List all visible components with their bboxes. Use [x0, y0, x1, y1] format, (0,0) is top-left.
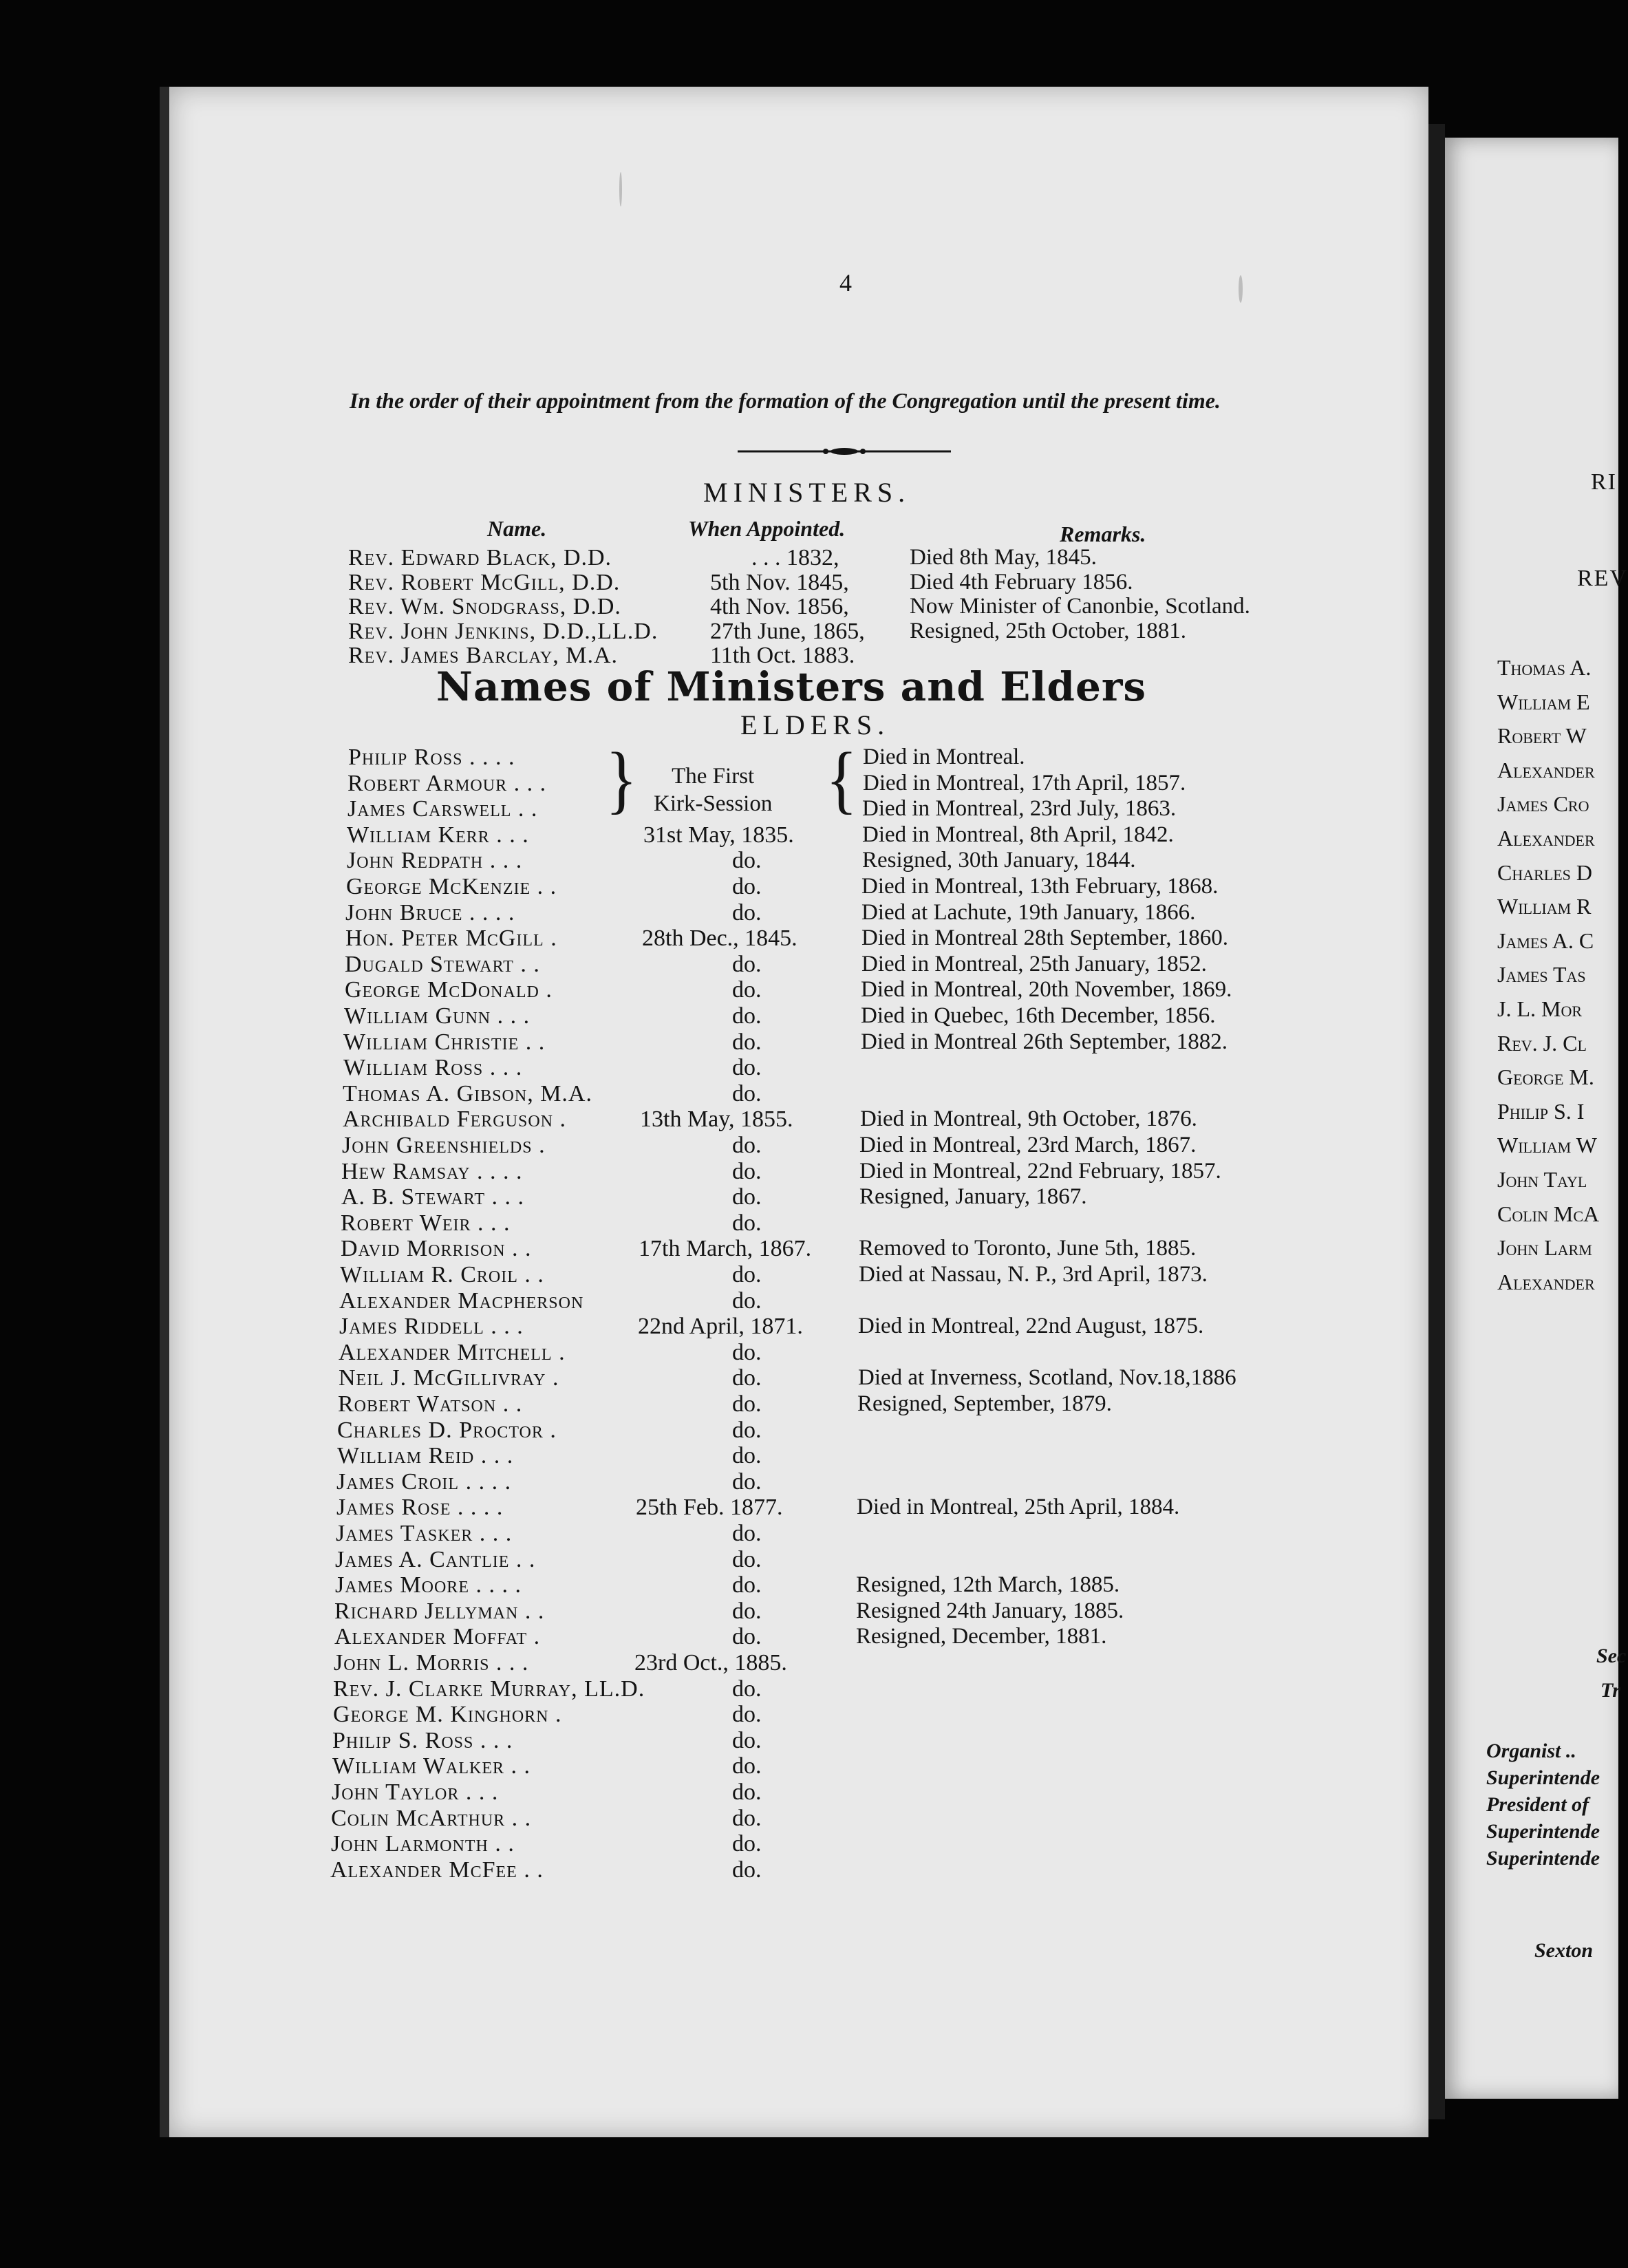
- right-page-officer: Superintende: [1486, 1847, 1600, 1870]
- elder-appointed-date: do.: [732, 1080, 762, 1106]
- elder-appointed-date: do.: [732, 1598, 762, 1624]
- elder-remarks: Died in Montreal, 17th April, 1857.: [863, 770, 1186, 795]
- elder-name: John Taylor . . .: [332, 1779, 499, 1805]
- elder-appointed-date: do.: [732, 1210, 762, 1236]
- elder-appointed-date: do.: [732, 1727, 762, 1753]
- minister-remarks: Died 8th May, 1845.: [910, 545, 1097, 570]
- right-page-side-label: Tr: [1600, 1679, 1620, 1702]
- elder-appointed-date: do.: [732, 1184, 762, 1210]
- minister-date: 4th Nov. 1856,: [710, 594, 849, 619]
- elder-name: Alexander Macpherson: [339, 1287, 584, 1314]
- right-page-name: James Cro: [1497, 791, 1589, 817]
- elder-remarks: Died in Montreal, 22nd August, 1875.: [858, 1314, 1204, 1339]
- right-page-officer: Organist ..: [1486, 1740, 1576, 1762]
- column-when-header: When Appointed.: [688, 516, 846, 541]
- elder-name: James A. Cantlie . .: [335, 1546, 536, 1572]
- elder-name: Hew Ramsay . . . .: [341, 1158, 523, 1184]
- minister-date: 5th Nov. 1845,: [710, 569, 849, 595]
- column-remarks-header: Remarks.: [1060, 522, 1146, 546]
- right-page-sexton: Sexton: [1534, 1939, 1594, 1962]
- elder-name: George McKenzie . .: [346, 874, 557, 899]
- elder-appointed-date: do.: [732, 1831, 762, 1857]
- elder-appointed-date: do.: [732, 1055, 762, 1081]
- elder-appointed-date: do.: [732, 977, 762, 1003]
- elder-remarks: Died in Quebec, 16th December, 1856.: [861, 1003, 1216, 1028]
- right-page-name: James A. C: [1497, 928, 1594, 953]
- elder-remarks: Died in Montreal, 25th April, 1884.: [857, 1495, 1180, 1520]
- elder-appointed-date: do.: [732, 1158, 762, 1184]
- elder-name: Philip Ross . . . .: [348, 745, 515, 770]
- page-subtitle: In the order of their appointment from the formation of the Congregation until the present time.: [350, 388, 1221, 413]
- elder-remarks: Resigned 24th January, 1885.: [856, 1598, 1124, 1623]
- elder-name: John Greenshields .: [342, 1133, 546, 1158]
- elder-appointed-date: do.: [732, 1391, 762, 1417]
- elder-appointed-date: do.: [732, 1417, 762, 1443]
- ornament-rule: [738, 447, 951, 456]
- elder-name: John L. Morris . . .: [334, 1650, 529, 1676]
- elder-appointed-date: do.: [732, 1546, 762, 1572]
- page-title: Names of Ministers and Elders: [436, 663, 1147, 710]
- elder-name: Alexander McFee . .: [330, 1857, 544, 1883]
- elder-name: Charles D. Proctor .: [337, 1417, 557, 1443]
- right-page-name: Charles D: [1497, 859, 1593, 885]
- scratch-mark: [1239, 275, 1243, 303]
- elder-remarks: Died in Montreal, 23rd July, 1863.: [862, 796, 1177, 822]
- elder-name: A. B. Stewart . . .: [341, 1184, 525, 1210]
- right-page-header: REV: [1577, 566, 1628, 591]
- elder-remarks: Resigned, 12th March, 1885.: [856, 1572, 1120, 1598]
- elder-appointed-date: do.: [732, 1521, 762, 1546]
- elder-appointed-date: do.: [732, 874, 762, 899]
- elder-appointed-date: do.: [732, 951, 762, 977]
- right-page-name: William W: [1497, 1133, 1597, 1158]
- scratch-mark: [619, 172, 622, 206]
- elder-appointed-date: do.: [732, 899, 762, 926]
- elder-appointed-date: do.: [732, 1805, 762, 1831]
- right-page-officer: President of: [1486, 1793, 1589, 1816]
- elder-name: David Morrison . .: [341, 1236, 532, 1262]
- elder-remarks: Died in Montreal, 13th February, 1868.: [861, 874, 1219, 899]
- elder-name: William Gunn . . .: [344, 1003, 531, 1029]
- elder-appointed-date: do.: [732, 1287, 762, 1314]
- elder-name: George M. Kinghorn .: [333, 1702, 562, 1728]
- elder-appointed-date: do.: [732, 1339, 762, 1365]
- right-page-name: Alexander: [1497, 1269, 1595, 1294]
- elder-appointed-date: do.: [732, 848, 762, 874]
- minister-name: Rev. Edward Black, D.D.: [348, 545, 612, 570]
- elder-remarks: Died in Montreal, 8th April, 1842.: [862, 822, 1174, 847]
- elder-appointed-date: 31st May, 1835.: [643, 822, 794, 848]
- elder-name: Thomas A. Gibson, M.A.: [343, 1080, 592, 1106]
- elder-remarks: Resigned, 30th January, 1844.: [862, 848, 1136, 873]
- elder-remarks: Died in Montreal, 20th November, 1869.: [861, 977, 1232, 1003]
- elder-name: James Rose . . . .: [336, 1495, 504, 1521]
- elder-appointed-date: do.: [732, 1262, 762, 1287]
- right-page-header: RI: [1591, 469, 1617, 495]
- elder-remarks: Resigned, January, 1867.: [859, 1184, 1087, 1210]
- elder-name: James Carswell . .: [347, 796, 538, 822]
- right-page-name: John Tayl: [1497, 1167, 1587, 1192]
- minister-name: Rev. Robert McGill, D.D.: [348, 569, 621, 595]
- elder-name: Alexander Moffat .: [334, 1624, 541, 1650]
- elder-name: Dugald Stewart . .: [345, 951, 540, 977]
- elder-name: James Riddell . . .: [339, 1314, 524, 1340]
- right-page-name: Robert W: [1497, 723, 1587, 749]
- elder-appointed-date: 28th Dec., 1845.: [642, 926, 797, 952]
- elder-appointed-date: do.: [732, 1365, 762, 1391]
- elders-heading: ELDERS.: [740, 709, 890, 740]
- minister-remarks: Resigned, 25th October, 1881.: [910, 618, 1186, 643]
- right-page-officer: Superintende: [1486, 1766, 1600, 1789]
- elder-name: John Redpath . . .: [347, 848, 523, 874]
- right-page-name: Rev. J. Cl: [1497, 1030, 1587, 1056]
- elder-name: John Larmonth . .: [331, 1831, 515, 1857]
- elder-name: Alexander Mitchell .: [339, 1339, 566, 1365]
- elder-name: James Croil . . . .: [336, 1468, 512, 1495]
- elder-remarks: Died in Montreal, 9th October, 1876.: [860, 1106, 1197, 1132]
- elder-appointed-date: 25th Feb. 1877.: [636, 1495, 783, 1521]
- minister-remarks: Now Minister of Canonbie, Scotland.: [910, 594, 1250, 619]
- elder-name: William R. Croil . .: [340, 1262, 544, 1287]
- right-page-name: George M.: [1497, 1065, 1594, 1090]
- elder-name: Archibald Ferguson .: [343, 1106, 566, 1133]
- elder-remarks: Removed to Toronto, June 5th, 1885.: [859, 1236, 1197, 1261]
- right-page-name: J. L. Mor: [1497, 996, 1583, 1021]
- elder-appointed-date: do.: [732, 1443, 762, 1469]
- elder-appointed-date: do.: [732, 1779, 762, 1805]
- right-page-name: James Tas: [1497, 962, 1586, 987]
- elder-name: Colin McArthur . .: [331, 1805, 532, 1831]
- elder-appointed-date: do.: [732, 1702, 762, 1728]
- right-page-name: William R: [1497, 894, 1592, 919]
- right-page-name: Colin McA: [1497, 1201, 1600, 1226]
- right-page-name: Alexander: [1497, 757, 1595, 782]
- minister-name: Rev. John Jenkins, D.D.,LL.D.: [348, 618, 658, 644]
- ministers-heading: MINISTERS.: [703, 477, 911, 508]
- minister-name: Rev. James Barclay, M.A.: [348, 643, 619, 668]
- elder-appointed-date: do.: [732, 1572, 762, 1598]
- elder-name: Rev. J. Clarke Murray, LL.D.: [333, 1676, 645, 1702]
- elder-name: Robert Watson . .: [338, 1391, 523, 1417]
- elder-appointed-date: do.: [732, 1003, 762, 1029]
- minister-name: Rev. Wm. Snodgrass, D.D.: [348, 594, 621, 619]
- elder-appointed-date: do.: [732, 1753, 762, 1779]
- elder-name: George McDonald .: [345, 977, 553, 1003]
- elder-remarks: Died in Montreal, 23rd March, 1867.: [859, 1133, 1197, 1157]
- right-brace: {: [826, 736, 858, 821]
- minister-date: 11th Oct. 1883.: [710, 643, 855, 668]
- elder-appointed-date: do.: [732, 1624, 762, 1650]
- column-name-header: Name.: [487, 516, 547, 541]
- elder-name: William Walker . .: [332, 1753, 531, 1779]
- elder-appointed-date: 17th March, 1867.: [639, 1236, 812, 1262]
- elder-remarks: Died in Montreal, 25th January, 1852.: [861, 951, 1207, 976]
- elder-name: John Bruce . . . .: [345, 899, 515, 926]
- elder-appointed-date: 22nd April, 1871.: [638, 1314, 803, 1340]
- left-brace: }: [606, 736, 638, 821]
- elder-appointed-date: do.: [732, 1468, 762, 1495]
- elder-remarks: Died in Montreal 28th September, 1860.: [861, 926, 1228, 951]
- right-page-side-label: Sec: [1596, 1645, 1627, 1667]
- right-page-name: Thomas A.: [1497, 655, 1592, 680]
- elder-name: Richard Jellyman . .: [334, 1598, 545, 1624]
- first-kirk-session-text: The First Kirk-Session: [654, 764, 773, 816]
- right-page-officer: Superintende: [1486, 1820, 1600, 1843]
- right-page-name: William E: [1497, 689, 1590, 714]
- elder-remarks: Died at Inverness, Scotland, Nov.18,1886: [858, 1365, 1236, 1391]
- elder-name: James Moore . . . .: [335, 1572, 522, 1598]
- elder-name: Philip S. Ross . . .: [332, 1727, 513, 1753]
- elder-appointed-date: do.: [732, 1676, 762, 1702]
- first-kirk-session-label: [654, 762, 772, 817]
- elder-remarks: Died at Lachute, 19th January, 1866.: [861, 899, 1196, 925]
- elder-appointed-date: 13th May, 1855.: [640, 1106, 793, 1133]
- elder-remarks: Resigned, September, 1879.: [857, 1391, 1112, 1416]
- elder-remarks: Died at Nassau, N. P., 3rd April, 1873.: [859, 1262, 1208, 1287]
- right-page-name: John Larm: [1497, 1235, 1592, 1261]
- elder-appointed-date: 23rd Oct., 1885.: [634, 1650, 787, 1676]
- elder-name: William Reid . . .: [337, 1443, 514, 1469]
- elder-appointed-date: do.: [732, 1029, 762, 1055]
- elder-name: Neil J. McGillivray .: [339, 1365, 559, 1391]
- elder-remarks: Resigned, December, 1881.: [856, 1624, 1107, 1649]
- elder-name: William Kerr . . .: [347, 822, 529, 848]
- right-page-name: Alexander: [1497, 826, 1595, 850]
- elder-name: William Ross . . .: [343, 1055, 523, 1081]
- elder-remarks: Died in Montreal, 22nd February, 1857.: [859, 1158, 1221, 1184]
- minister-date: . . . 1832,: [751, 545, 839, 570]
- elder-remarks: Died in Montreal 26th September, 1882.: [861, 1029, 1228, 1054]
- elder-name: William Christie . .: [343, 1029, 546, 1055]
- elder-name: Robert Weir . . .: [341, 1210, 511, 1236]
- minister-remarks: Died 4th February 1856.: [910, 569, 1133, 595]
- page-number: 4: [839, 269, 852, 297]
- elder-remarks: Died in Montreal.: [863, 745, 1025, 769]
- elder-name: Hon. Peter McGill .: [345, 926, 557, 952]
- minister-date: 27th June, 1865,: [710, 618, 865, 644]
- elder-appointed-date: do.: [732, 1857, 762, 1883]
- elder-name: Robert Armour . . .: [347, 770, 547, 796]
- elder-name: James Tasker . . .: [336, 1521, 513, 1546]
- right-page-name: Philip S. I: [1497, 1098, 1585, 1124]
- elder-appointed-date: do.: [732, 1133, 762, 1158]
